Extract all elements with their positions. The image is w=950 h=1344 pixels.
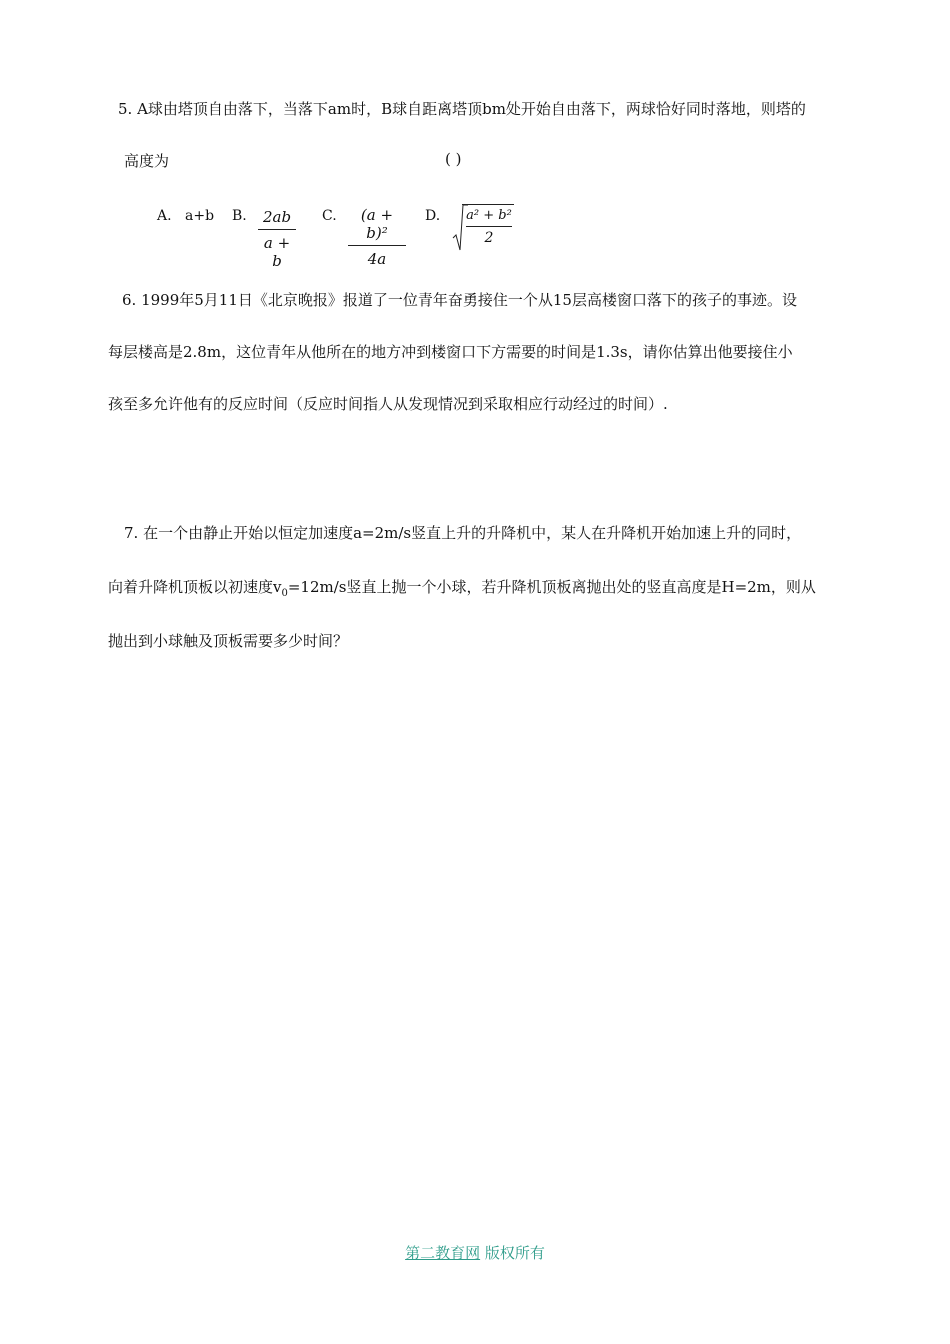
q7-line-2-post: =12m/s竖直上抛一个小球，若升降机顶板离抛出处的竖直高度是H=2m，则从	[287, 578, 816, 596]
q7-line-3: 抛出到小球触及顶板需要多少时间？	[108, 632, 349, 650]
option-d-numerator: a² + b²	[466, 208, 512, 227]
option-d-sqrt	[452, 204, 514, 254]
option-d-fraction	[462, 204, 514, 246]
q7-line-2	[108, 576, 816, 599]
option-d-label: D.	[425, 208, 441, 224]
option-c-label: C.	[322, 208, 337, 224]
answer-paren: ( )	[445, 150, 462, 168]
option-b-numerator: 2ab	[258, 208, 296, 230]
footer-copyright: 版权所有	[480, 1244, 545, 1262]
option-b-denominator: a + b	[263, 234, 291, 270]
option-b-label: B.	[232, 208, 247, 224]
q5-line-1: 5. A球由塔顶自由落下，当落下am时，B球自距离塔顶bm处开始自由落下，两球恰好同时落地，则塔的	[118, 100, 806, 118]
q6-line-2: 每层楼高是2.8m，这位青年从他所在的地方冲到楼窗口下方需要的时间是1.3s，请你估算出他要接住小	[108, 343, 793, 361]
q6-line-3: 孩至多允许他有的反应时间（反应时间指人从发现情况到采取相应行动经过的时间）.	[108, 395, 668, 413]
q7-line-1: 7. 在一个由静止开始以恒定加速度a=2m/s竖直上升的升降机中，某人在升降机开始加速上升的同时，	[124, 524, 802, 542]
option-a-label: A.	[157, 208, 172, 224]
q5-line-2: 高度为	[124, 152, 170, 170]
option-c-numerator: (a + b)²	[348, 206, 406, 246]
option-c-denominator: 4a	[367, 250, 387, 268]
footer	[0, 1242, 950, 1263]
footer-site-link[interactable]: 第二教育网	[405, 1244, 481, 1262]
option-b-fraction	[258, 208, 296, 270]
q7-v0-subscript: 0	[281, 588, 288, 599]
option-c-fraction	[348, 206, 406, 268]
option-a-text: a+b	[185, 208, 215, 224]
option-d-denominator: 2	[484, 230, 494, 246]
q6-line-1: 6. 1999年5月11日《北京晚报》报道了一位青年奋勇接住一个从15层高楼窗口落下的孩子的事迹。设	[122, 291, 797, 309]
q7-line-2-pre: 向着升降机顶板以初速度v	[108, 578, 282, 596]
